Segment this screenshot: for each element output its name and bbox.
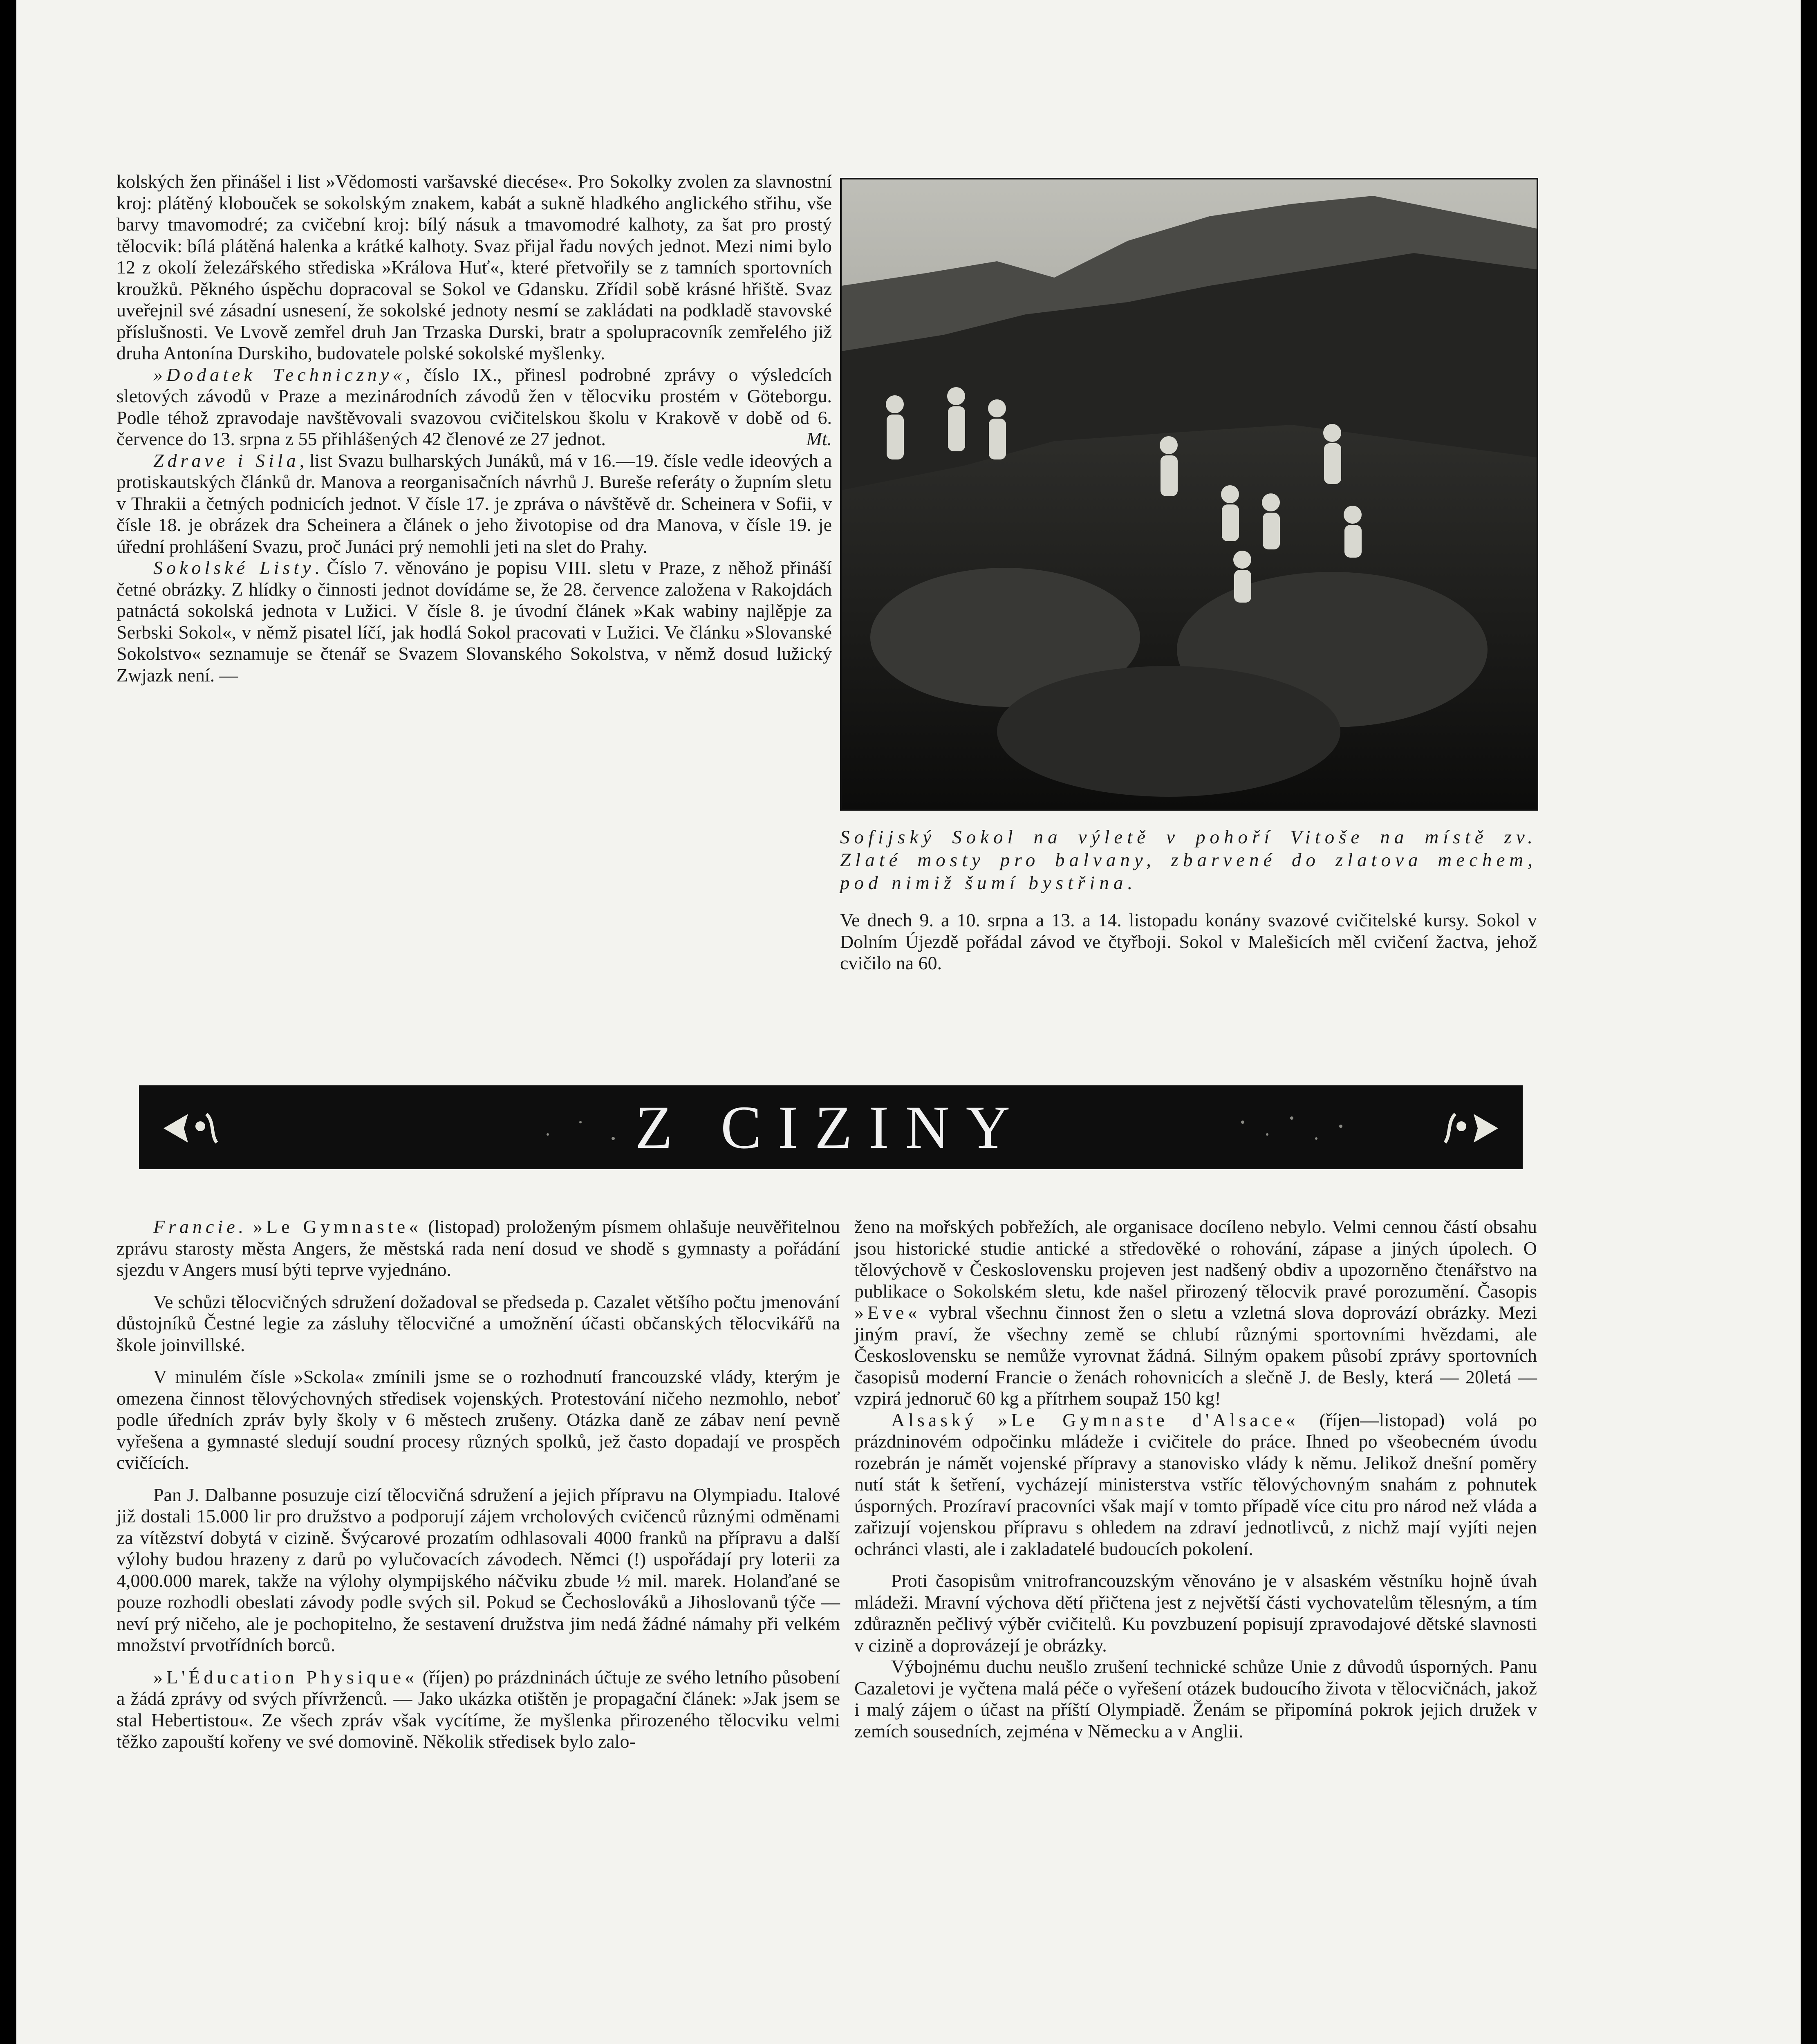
bottom-left-column [117,1216,840,1753]
bottom-right-text: (říjen—listopad) volá po prázdninovém odpočinku mládeže i cvičitele do práce. Ihned po všeobecném úvodu rozebrán je námět vojenské přípravy a stanovisko vlády k němu. Jelikož dnešní poměry nutí stát k šetření, vycházejí ministerstva vstříc tělovýchovným snahám z pohnutek úsporných. Prozíraví pracovníci však mají v tomto případě více citu pro národ než vláda a zařizují vojenskou přípravu s ohledem na zdraví jednotlivců, z nichž mají vyjíti nejen ochránci vlasti, ale i zakladatelé budoucích pokolení. [854,1409,1537,1559]
gymnaste-title: »Le Gymnaste« [253,1216,422,1237]
eve-title: »Eve« [854,1302,921,1323]
zdrave-paragraph [117,450,832,558]
bottom-left-paragraph [117,1216,840,1281]
sokolske-title: Sokolské Listy [153,557,315,578]
section-title: Z CIZINY [635,1094,1027,1161]
bottom-right-paragraph: Výbojnému duchu neušlo zrušení technické schůze Unie z důvodů úsporných. Panu Cazaletovi je vyčtena malá péče o vyřešení otázek budoucího života v tělocvičnách, jakož i malý zájem o účast na příští Olympiadě. Ženám se připomíná pokrok jejich družek v zemích sousedních, zejména v Německu a v Anglii. [854,1656,1537,1741]
zdrave-title: Zdrave i Sila [153,450,300,471]
left-top-column [117,171,832,686]
bottom-right-column [854,1216,1537,1742]
right-top-text: Ve dnech 9. a 10. srpna a 13. a 14. listopadu konány svazové cvičitelské kursy. Sokol v Dolním Újezdě pořádal závod ve čtyřboji. Sokol v Malešicích měl cvičení žactva, jehož cvičilo na 60. [840,910,1537,973]
dodatek-text: , číslo IX., přinesl podrobné zprávy o výsledcích sletových závodů v Praze a mezinárodních závodů žen v tělocviku prostém v Göteborgu. Podle téhož zpravodaje navštěvovali svazovou cvičitelskou školu v Krakově v době od 6. července do 13. srpna z 55 přihlášených 42 členové ze 27 jednot. [117,364,832,449]
sofia-sokol-excursion-photo [840,178,1538,811]
bottom-left-paragraph: Ve schůzi tělocvičných sdružení dožadoval se předseda p. Cazalet většího počtu jmenování důstojníků Čestné legie za zásluhy tělocvičné a umožnění účasti občanských tělocvikářů na škole joinvillské. [117,1291,840,1355]
left-top-paragraph: kolských žen přinášel i list »Vědomosti varšavské diecése«. Pro Sokolky zvolen za slavnostní kroj: plátěný klobouček se sokolským znakem, kabát a sukně hladkého anglického střihu, vše barvy tmavomodré; za cvičební kroj: bílý násuk a tmavomodré kalhoty, za šat pro prostý tělocvik: bílá plátěná halenka a krátké kalhoty. Svaz přijal řadu nových jednot. Mezi nimi bylo 12 z okolí železářského střediska »Králova Huť«, které přetvořily se z tamních sportovních kroužků. Pěkného úspěchu dopracoval se Sokol ve Gdansku. Zřídil sobě krásné hřiště. Svaz uveřejnil své zásadní usnesení, že sokolské jednoty nesmí se zakládati na podkladě stavovské příslušnosti. Ve Lvově zemřel druh Jan Trzaska Durski, bratr a spolupracovník zemřelého již druha Antonína Durskiho, budovatele polské sokolské myšlenky. [117,171,832,363]
bottom-right-text: ženo na mořských pobřežích, ale organisace docíleno nebylo. Velmi cennou částí obsahu jsou historické studie antické a středověké o rohování, zápase a jiných úpolech. O tělovýchově v Československu projeven jest nadšený obdiv a upozorněno čtenářstvo na publikace o Sokolském sletu, kde našel přirozený tělocvik pravé porozumění. Časopis [854,1216,1537,1302]
alsasky-label: Alsaský [891,1409,978,1430]
section-banner [139,1085,1523,1169]
bottom-left-paragraph: V minulém čísle »Sckola« zmínili jsme se o rozhodnutí francouzské vlády, kterým je omezena činnost tělovýchovných středisek vojenských. Protestování ničeho nezmohlo, neboť podle úředních zpráv byly školy v 6 městech zrušeny. Otázka daně ze zábav není pevně vyřešena a gymnasté sledují soudní procesy různých spolků, jež často dopadají ve prospěch cvičících. [117,1366,840,1473]
sokolske-paragraph [117,557,832,686]
dodatek-paragraph [117,364,832,450]
zdrave-text: , list Svazu bulharských Junáků, má v 16.—19. čísle vedle ideových a protiskautských článků dr. Manova a reorganisačních návrhů J. Bureše referáty o župním sletu v Thrakii a četných podnicích jednot. V čísle 17. je zpráva o návštěvě dr. Scheinera v Sofii, v čísle 18. je obrázek dra Scheinera a článek o jeho životopise od dra Manova, v čísle 19. je úřední prohlášení Svazu, proč Junáci prý nemohli jeti na slet do Prahy. [117,450,832,557]
bottom-left-paragraph: Pan J. Dalbanne posuzuje cizí tělocvičná sdružení a jejich přípravu na Olympiadu. Italové již dostali 15.000 lir pro družstvo a podporují zájem vrcholových cvičenců různými odměnami za vítězství dobytá v cizině. Švýcarové prozatím odhlasovali 4000 franků na přípravu a další výlohy budou hrazeny z darů po vylučovacích závodech. Němci (!) uspořádají pry loterii za 4,000.000 marek, takže na výlohy olympijského náčviku zbude ½ mil. marek. Holanďané se pouze rozhodli obeslati závody podle svých sil. Pokud se Čechoslováků a Jihoslovanů týče — neví prý ničeho, ale je pochopitelno, že sestavení družstva jim nedá žádné námahy při velkém množství prvotřídních borců. [117,1484,840,1655]
dodatek-title: »Dodatek Techniczny« [153,364,406,385]
page [16,0,1801,2044]
bottom-right-paragraph [854,1410,1537,1560]
bottom-right-text: vybral všechnu činnost žen o sletu a vzletná slova doprovází obrázky. Mezi jiným praví, že všechny země se chlubí různými sportovními hvězdami, ale Československu se nemůže vyrovnat žádná. Silným opakem působí zprávy sportovních časopisů moderní Francie o ženách rohovnicích a slečně J. de Besly, která — 20letá — vzpirá jednoruč 60 kg a přítrhem soupaž 150 kg! [854,1302,1537,1409]
photo-image [842,179,1537,809]
bottom-left-text: (listopad) proloženým písmem ohlašuje neuvěřitelnou zprávu starosty města Angers, že městská rada není dosud ve shodě s gymnasty a pořádání sjezdu v Angers musí býti teprve vyjednáno. [117,1216,840,1280]
bottom-right-paragraph: Proti časopisům vnitrofrancouzským věnováno je v alsaském věstníku hojně úvah mládeži. Mravní výchova dětí přičtena jest z největší části vychovatelům tělesným, a tím zdůrazněn pečlivý výběr cvičitelů. Ku povzbuzení popisují zpravodajové dětské slavnosti v cizině a doprovázejí je obrázky. [854,1570,1537,1656]
bottom-right-paragraph [854,1216,1537,1410]
education-title: »L'Éducation Physique« [153,1666,418,1688]
photo-caption: Sofijský Sokol na výletě v pohoří Vitoše na místě zv. Zlaté mosty pro balvany, zbarvené do zlatova mechem, pod nimiž šumí bystřina. [840,827,1537,894]
sokolske-text: . Číslo 7. věnováno je popisu VIII. sletu v Praze, z něhož přináší četné obrázky. Z hlídky o činnosti jednot dovídáme se, že 28. července založena v Rakojdách patnáctá sokolská jednota v Lužici. V čísle 8. je úvodní článek »Kak wabiny najlěpje za Serbski Sokol«, v němž pisatel líčí, jak hodlá Sokol pracovati v Lužici. Ve článku »Slovanské Sokolstvo« seznamuje se čtenář se Svazem Slovanského Sokolstva, v němž dosud lužický Zwjazk není. — [117,557,832,686]
dodatek-signature: Mt. [806,428,832,449]
bottom-left-text: (říjen) po prázdninách účtuje ze svého letního působení a žádá zprávy od svých přívrženců. — Jako ukázka otištěn je propagační článek: »Jak jsem se stal Hebertistou«. Ze všech zpráv však vycítíme, že myšlenka přirozeného tělocviku velmi těžko zapouští kořeny ve své domovině. Několik středisek bylo zalo- [117,1666,840,1752]
alsace-title: »Le Gymnaste d'Alsace« [998,1409,1299,1430]
francie-label: Francie. [153,1216,247,1237]
boulder [997,666,1340,797]
bottom-left-paragraph [117,1667,840,1753]
